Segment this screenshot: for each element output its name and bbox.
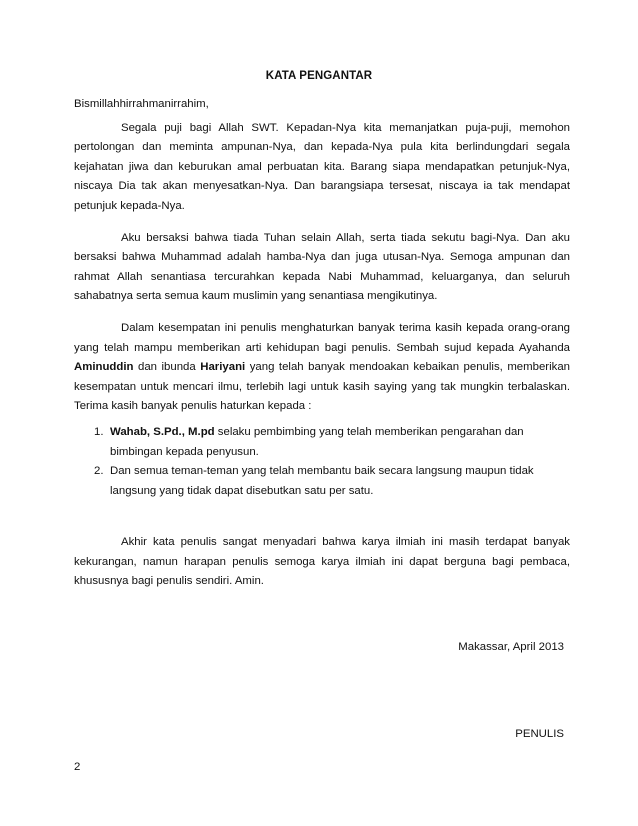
mother-name: Hariyani bbox=[200, 361, 246, 374]
paragraph-1: Segala puji bagi Allah SWT. Kepadan-Nya kita memanjatkan puja-puji, memohon pertolongan dan meminta ampunan-Nya, dan kepada-Nya pula kita berlindungdari segala kejahatan jiwa dan keburukan amal perbuatan kita. Barang siapa mendapatkan petunjuk-Nya, niscaya Dia tak akan menyesatkan-Nya. Dan barangsiapa tersesat, niscaya ia tak mendapat petunjuk kepada-Nya. bbox=[74, 121, 570, 212]
list-item-number: 1. bbox=[94, 425, 104, 438]
paragraph-3 bbox=[74, 319, 570, 417]
list-item-text: selaku pembimbing yang telah memberikan pengarahan dan bimbingan kepada penyusun. bbox=[110, 425, 524, 458]
page-number: 2 bbox=[74, 761, 81, 773]
paragraph-2: Aku bersaksi bahwa tiada Tuhan selain Allah, serta tiada sekutu bagi-Nya. Dan aku bersaksi bahwa Muhammad adalah hamba-Nya dan juga utusan-Nya. Semoga ampunan dan rahmat Allah senantiasa tercurahkan kepada Nabi Muhammad, keluarganya, dan seluruh sahabatnya serta semua kaum muslimin yang senantiasa mengikutinya. bbox=[74, 231, 570, 303]
page-title: KATA PENGANTAR bbox=[265, 70, 373, 82]
paragraph-3-text-c: yang telah banyak mendoakan kebaikan penulis, memberikan kesempatan untuk mencari ilmu, terlebih lagi untuk kasih saying yang tak mungkin terbalaskan. Terima kasih banyak penulis haturkan kepada : bbox=[74, 361, 570, 413]
signer-label: PENULIS bbox=[515, 728, 564, 740]
closing-paragraph: Akhir kata penulis sangat menyadari bahwa karya ilmiah ini masih terdapat banyak kekurangan, namun harapan penulis semoga karya ilmiah ini dapat berguna bagi pembaca, khususnya bagi penulis sendiri. Amin. bbox=[74, 536, 570, 588]
document-body bbox=[74, 95, 570, 604]
list-item-text: Dan semua teman-teman yang telah membantu baik secara langsung maupun tidak langsung yang tidak dapat disebutkan satu per satu. bbox=[110, 465, 534, 497]
supervisor-name: Wahab, S.Pd., M.pd bbox=[110, 425, 215, 438]
place-date: Makassar, April 2013 bbox=[458, 641, 564, 653]
acknowledgement-list bbox=[74, 423, 570, 501]
greeting: Bismillahhirrahmanirrahim, bbox=[74, 98, 209, 110]
father-name: Aminuddin bbox=[74, 361, 134, 374]
list-item bbox=[74, 462, 570, 501]
list-item bbox=[74, 423, 570, 462]
paragraph-3-text-a: Dalam kesempatan ini penulis menghaturkan banyak terima kasih kepada orang-orang yang telah mampu memberikan arti kehidupan bagi penulis. Sembah sujud kepada Ayahanda bbox=[74, 321, 570, 354]
paragraph-3-text-b: dan ibunda bbox=[133, 361, 201, 374]
list-item-number: 2. bbox=[94, 465, 104, 478]
